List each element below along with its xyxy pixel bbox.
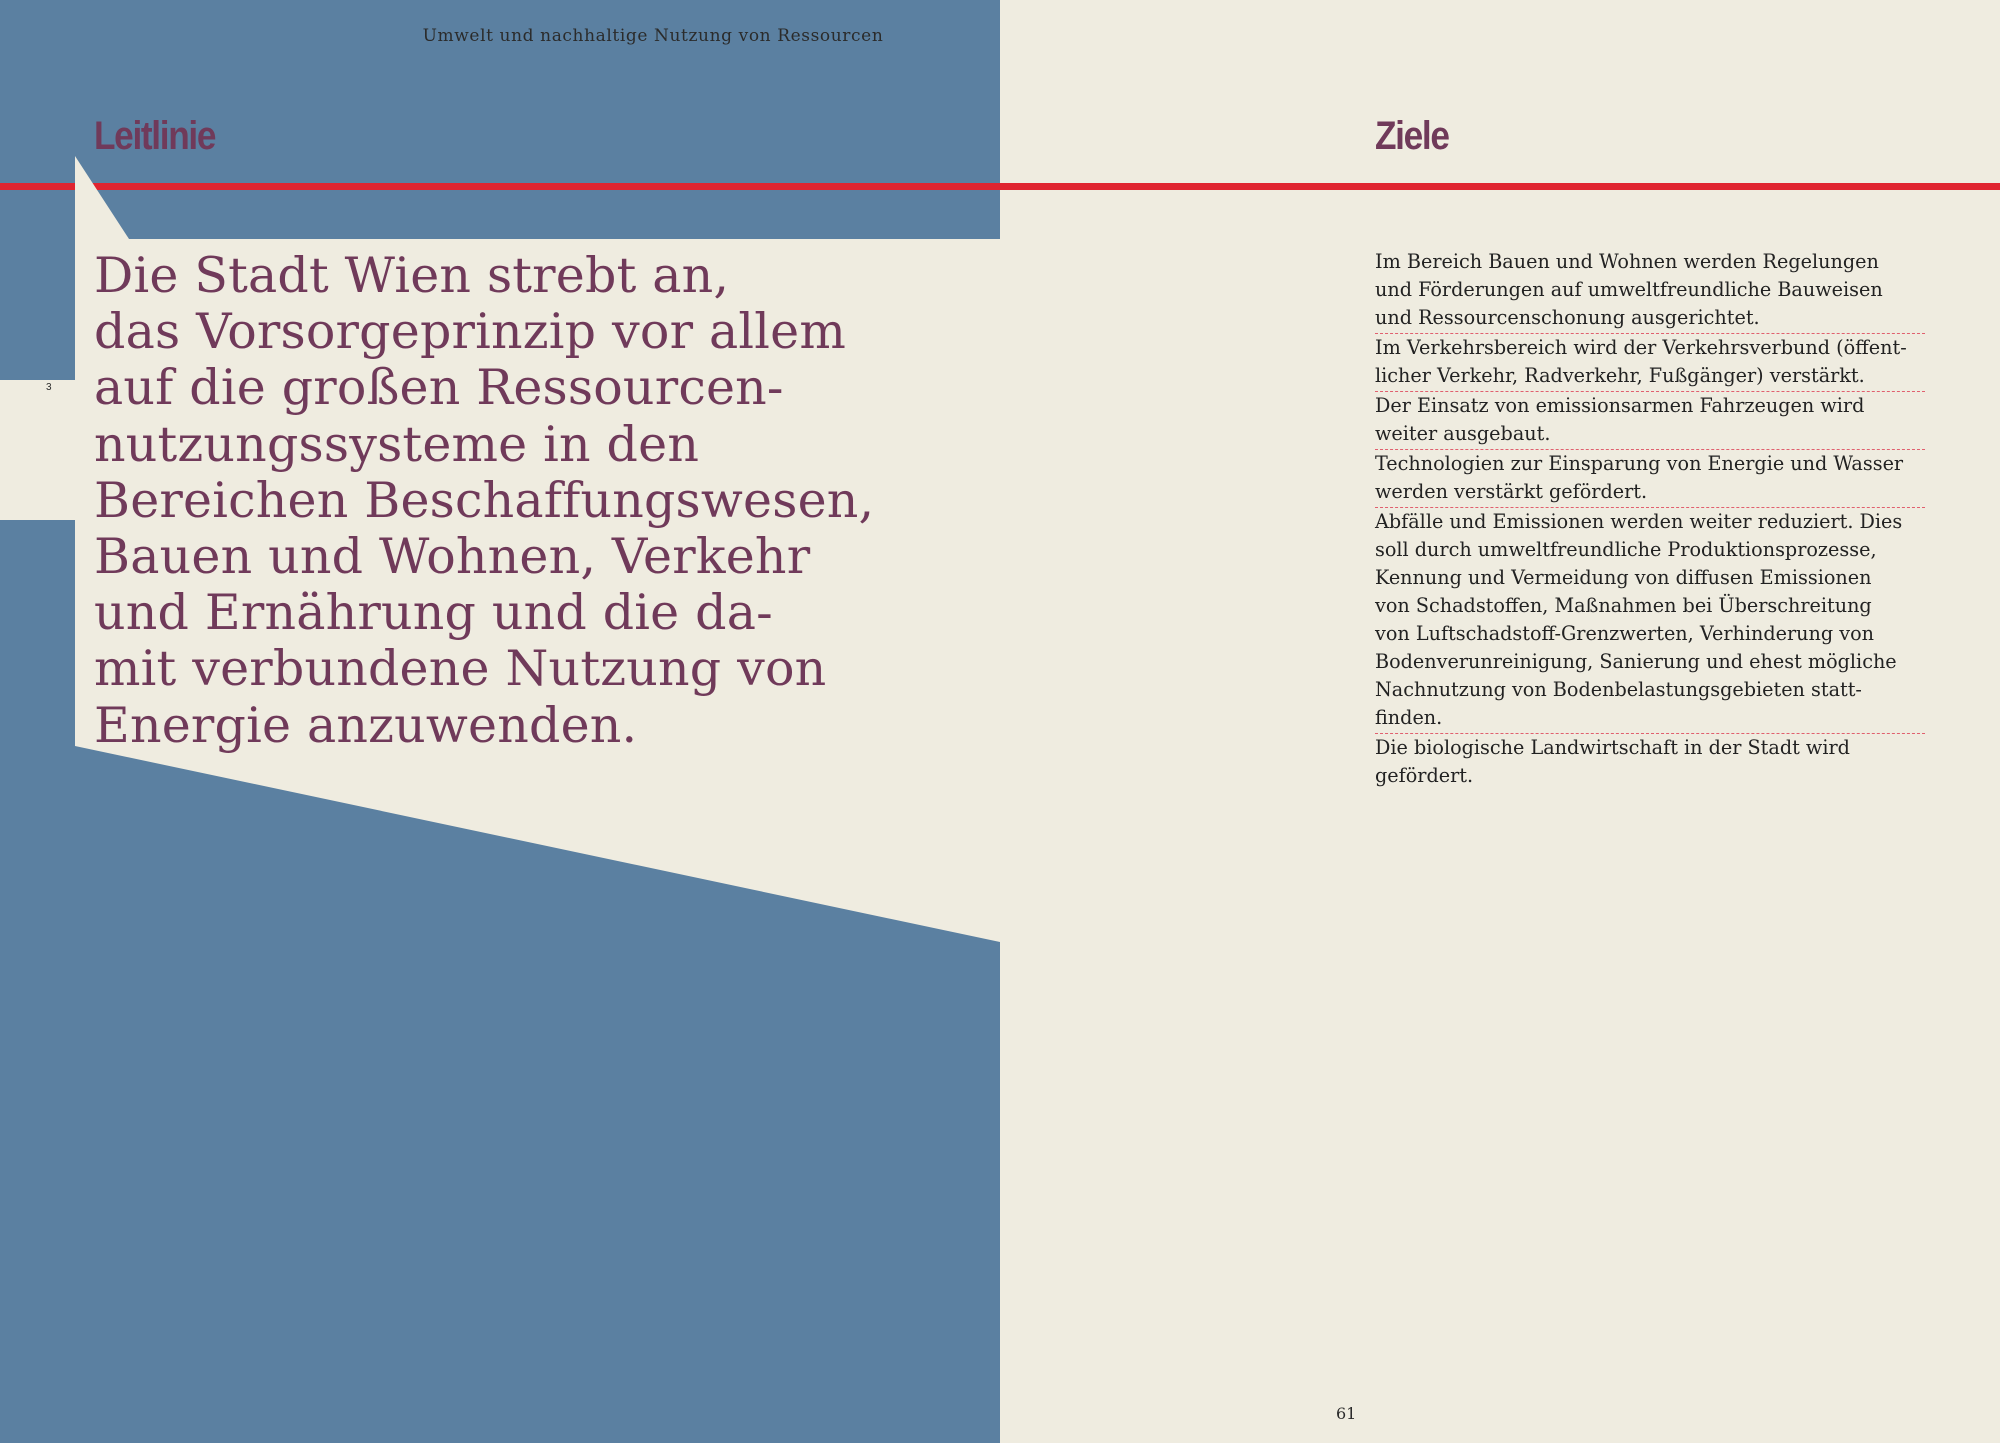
- lead-line: und Ernährung und die da-: [94, 584, 773, 642]
- goal-line: von Schadstoffen, Maßnahmen bei Überschreitung: [1375, 594, 1872, 617]
- section-title-leitlinie: Leitlinie: [94, 114, 216, 158]
- goal-line: Im Bereich Bauen und Wohnen werden Regelungen: [1375, 250, 1879, 273]
- lead-line: mit verbundene Nutzung von: [94, 640, 827, 698]
- side-tab: [0, 380, 76, 520]
- page-number: 61: [1336, 1404, 1357, 1423]
- lead-line: Bauen und Wohnen, Verkehr: [94, 528, 811, 586]
- goal-item: [1375, 248, 1925, 334]
- goals-list: [1375, 248, 1925, 791]
- goal-line: von Luftschadstoff-Grenzwerten, Verhinderung von: [1375, 622, 1874, 645]
- goal-line: Im Verkehrsbereich wird der Verkehrsverbund (öffent-: [1375, 336, 1907, 359]
- goal-line: licher Verkehr, Radverkehr, Fußgänger) verstärkt.: [1375, 364, 1865, 387]
- lead-line: Energie anzuwenden.: [94, 696, 638, 754]
- lead-line: nutzungssysteme in den: [94, 415, 700, 473]
- goal-line: Kennung und Vermeidung von diffusen Emissionen: [1375, 566, 1872, 589]
- goal-line: und Förderungen auf umweltfreundliche Bauweisen: [1375, 278, 1883, 301]
- goal-line: Abfälle und Emissionen werden weiter reduziert. Dies: [1375, 510, 1903, 533]
- lead-line: Bereichen Beschaffungswesen,: [94, 471, 875, 529]
- goal-line: finden.: [1375, 706, 1443, 729]
- goal-item: [1375, 734, 1925, 791]
- goal-line: werden verstärkt gefördert.: [1375, 480, 1648, 503]
- goal-line: Nachnutzung von Bodenbelastungsgebieten statt-: [1375, 678, 1862, 701]
- goal-item: [1375, 392, 1925, 450]
- goal-line: und Ressourcenschonung ausgerichtet.: [1375, 306, 1760, 329]
- goal-line: gefördert.: [1375, 764, 1474, 787]
- goal-line: Technologien zur Einsparung von Energie und Wasser: [1375, 452, 1904, 475]
- goal-item: [1375, 334, 1925, 392]
- goal-line: weiter ausgebaut.: [1375, 422, 1551, 445]
- lead-statement: [94, 248, 994, 754]
- tab-number: 3: [46, 382, 52, 393]
- goal-item: [1375, 508, 1925, 734]
- goal-line: Der Einsatz von emissionsarmen Fahrzeugen wird: [1375, 394, 1865, 417]
- section-title-ziele: Ziele: [1375, 114, 1449, 158]
- goal-line: Bodenverunreinigung, Sanierung und ehest mögliche: [1375, 650, 1897, 673]
- running-header: Umwelt und nachhaltige Nutzung von Ressourcen: [422, 26, 884, 46]
- lead-line: das Vorsorgeprinzip vor allem: [94, 303, 846, 361]
- lead-line: Die Stadt Wien strebt an,: [94, 247, 730, 304]
- goal-line: soll durch umweltfreundliche Produktionsprozesse,: [1375, 538, 1877, 561]
- goal-item: [1375, 450, 1925, 508]
- lead-line: auf die großen Ressourcen-: [94, 359, 784, 417]
- goal-line: Die biologische Landwirtschaft in der Stadt wird: [1375, 736, 1850, 759]
